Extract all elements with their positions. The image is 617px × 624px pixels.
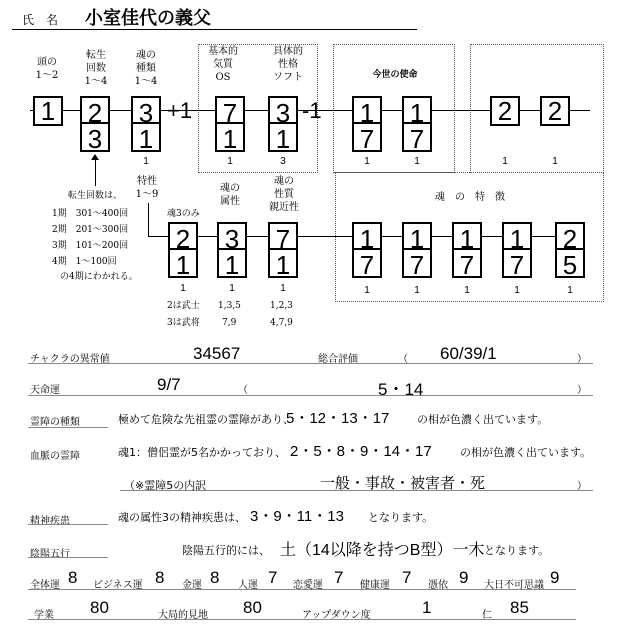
legend-affinity-1: 1,2,3 bbox=[270, 301, 293, 311]
top-num-extra-1: 1 bbox=[502, 156, 508, 167]
luck-value-money: 8 bbox=[210, 568, 220, 587]
yinyang-value: 土（14以降を持つB型）一木 bbox=[280, 542, 485, 559]
label-concrete-personality: 具体的 性格 ソフト bbox=[273, 46, 303, 83]
mid-num-affinity: 1 bbox=[280, 283, 286, 294]
luck-value-overall: 8 bbox=[68, 568, 78, 587]
chakra-underline bbox=[28, 363, 593, 364]
mental-text-2: となります。 bbox=[368, 511, 434, 524]
box-feature-4-bottom: 7 bbox=[509, 250, 525, 280]
box-affinity bbox=[268, 222, 298, 278]
luck-value-health: 7 bbox=[402, 568, 412, 587]
breakdown-close: ） bbox=[577, 481, 587, 492]
blood-text-2: の相が色濃く出ています。 bbox=[460, 446, 592, 459]
box-extra-1: 2 bbox=[490, 96, 520, 126]
fate-close: ） bbox=[577, 385, 587, 396]
luck-label-overall: 全体運 bbox=[30, 580, 60, 591]
box-reincarnation-bottom: 3 bbox=[87, 124, 103, 154]
box-feature-2-bottom: 7 bbox=[409, 250, 425, 280]
fate-value: 9/7 bbox=[157, 375, 181, 394]
box-feature-1-bottom: 7 bbox=[359, 250, 375, 280]
blood-label: 血脈の霊障 bbox=[30, 451, 80, 462]
luck-value-love: 7 bbox=[334, 568, 344, 587]
arrow-head-icon bbox=[91, 154, 99, 160]
spirit-type-underline bbox=[28, 427, 108, 428]
top-num-extra-2: 1 bbox=[552, 156, 558, 167]
overall-eval-label: 総合評価 bbox=[318, 354, 358, 365]
label-reincarnation: 転生 回数 1～4 bbox=[84, 50, 108, 87]
bottom-value-perspective: 80 bbox=[243, 598, 262, 617]
reincarnation-line-1: 1期 301～400回 bbox=[52, 209, 129, 219]
reincarnation-note: の4期にわかれる。 bbox=[60, 272, 138, 282]
yinyang-label: 陰陽五行 bbox=[30, 549, 70, 560]
yinyang-underline bbox=[28, 557, 108, 558]
mental-nums: 3・9・11・13 bbox=[250, 508, 344, 525]
person-name: 小室佳代の義父 bbox=[85, 8, 211, 29]
mid-num-feature-5: 1 bbox=[567, 285, 573, 296]
box-feature-4 bbox=[502, 222, 532, 278]
box-feature-1-top: 1 bbox=[354, 224, 380, 250]
reincarnation-line-4: 4期 1～100回 bbox=[52, 257, 117, 267]
luck-label-business: ビジネス運 bbox=[93, 580, 143, 591]
box-os-bottom: 1 bbox=[222, 124, 238, 154]
box-soul-type-top: 3 bbox=[133, 98, 159, 124]
reincarnation-line-2: 2期 201～300回 bbox=[52, 225, 129, 235]
box-feature-3-top: 1 bbox=[454, 224, 480, 250]
box-affinity-bottom: 1 bbox=[275, 250, 291, 280]
box-feature-2 bbox=[402, 222, 432, 278]
bottom-label-perspective: 大局的見地 bbox=[158, 610, 208, 621]
luck-label-health: 健康運 bbox=[360, 580, 390, 591]
box-feature-3-bottom: 7 bbox=[459, 250, 475, 280]
mid-num-trait: 1 bbox=[180, 283, 186, 294]
luck-value-business: 8 bbox=[155, 568, 165, 587]
top-num-mission-1: 1 bbox=[364, 156, 370, 167]
blood-nums: 2・5・8・9・14・17 bbox=[290, 443, 432, 460]
yinyang-text: 陰陽五行的には、 bbox=[182, 544, 270, 557]
overall-eval-value: 60/39/1 bbox=[440, 344, 497, 363]
box-trait-top: 2 bbox=[170, 224, 196, 250]
label-soul-features: 魂 の 特 徴 bbox=[435, 192, 505, 203]
luck-value-people: 7 bbox=[268, 568, 278, 587]
blood-text: 魂1：僧侶霊が5名かかっており、 bbox=[118, 446, 286, 459]
box-reincarnation-top: 2 bbox=[82, 98, 108, 124]
luck-underline bbox=[28, 589, 576, 590]
luck-value-mystery: 9 bbox=[550, 568, 560, 587]
legend-samurai: 2は武士 bbox=[167, 301, 200, 311]
box-feature-5-top: 2 bbox=[557, 224, 583, 250]
reincarnation-arrow-line bbox=[95, 158, 96, 186]
mental-text: 魂の属性3の精神疾患は、 bbox=[118, 511, 246, 524]
box-head: 1 bbox=[33, 96, 63, 126]
box-soul-type bbox=[131, 96, 161, 152]
fate-label: 天命運 bbox=[30, 385, 60, 396]
label-mission: 今世の使命 bbox=[372, 70, 418, 80]
box-affinity-top: 7 bbox=[270, 224, 296, 250]
legend-general: 3は武将 bbox=[167, 318, 200, 328]
mid-num-attribute: 1 bbox=[229, 283, 235, 294]
box-trait-bottom: 1 bbox=[175, 250, 191, 280]
box-feature-1 bbox=[352, 222, 382, 278]
bottom-label-virtue: 仁 bbox=[482, 610, 492, 621]
bottom-value-virtue: 85 bbox=[510, 598, 529, 617]
bottom-label-updown: アップダウン度 bbox=[302, 610, 371, 621]
luck-label-money: 金運 bbox=[182, 580, 202, 591]
label-soul-type: 魂の 種類 1～4 bbox=[134, 50, 158, 87]
chakra-label: チャクラの異常値 bbox=[30, 354, 110, 365]
luck-label-love: 恋愛運 bbox=[293, 580, 323, 591]
top-num-mission-2: 1 bbox=[414, 156, 420, 167]
plus-one: +1 bbox=[167, 98, 193, 123]
spirit-type-text: 極めて危険な先祖霊の霊障があり、 bbox=[118, 413, 294, 426]
mental-underline bbox=[28, 524, 108, 525]
box-feature-5-bottom: 5 bbox=[562, 250, 578, 280]
minus-one: -1 bbox=[302, 98, 322, 123]
luck-label-possession: 憑依 bbox=[428, 580, 448, 591]
box-attribute-top: 3 bbox=[219, 224, 245, 250]
box-software bbox=[268, 96, 298, 152]
legend-attr-1: 1,3,5 bbox=[218, 301, 241, 311]
label-soul3-only: 魂3のみ bbox=[167, 209, 200, 219]
luck-label-mystery: 大日不可思議 bbox=[484, 580, 544, 591]
yinyang-text-2: となります。 bbox=[484, 544, 550, 557]
top-num-os: 1 bbox=[227, 156, 233, 167]
bottom-label-study: 学業 bbox=[34, 610, 54, 621]
box-extra-2: 2 bbox=[540, 96, 570, 126]
trait-connector-vertical bbox=[148, 203, 149, 236]
box-feature-2-top: 1 bbox=[404, 224, 430, 250]
top-num-soul-type: 1 bbox=[143, 156, 149, 167]
reincarnation-line-3: 3期 101～200回 bbox=[52, 241, 129, 251]
mid-num-feature-4: 1 bbox=[514, 285, 520, 296]
overall-eval-open: （ bbox=[398, 354, 408, 365]
bottom-value-updown: 1 bbox=[422, 598, 432, 617]
mid-num-feature-1: 1 bbox=[364, 285, 370, 296]
label-head: 頭の 1～2 bbox=[35, 57, 59, 81]
breakdown-value: 一般・事故・被害者・死 bbox=[320, 475, 486, 492]
bottom-underline bbox=[28, 619, 576, 620]
box-mission-1 bbox=[352, 96, 382, 152]
mid-num-feature-2: 1 bbox=[414, 285, 420, 296]
box-mission-1-bottom: 7 bbox=[359, 124, 375, 154]
top-num-software: 3 bbox=[280, 156, 286, 167]
header-underline bbox=[12, 29, 417, 30]
bottom-value-study: 80 bbox=[90, 598, 109, 617]
box-mission-2-bottom: 7 bbox=[409, 124, 425, 154]
luck-label-people: 人運 bbox=[238, 580, 258, 591]
box-feature-4-top: 1 bbox=[504, 224, 530, 250]
name-label: 氏 名 bbox=[22, 13, 59, 27]
breakdown-underline bbox=[120, 490, 593, 491]
label-soul-affinity: 魂の 性質 親近性 bbox=[269, 176, 299, 213]
box-reincarnation bbox=[80, 96, 110, 152]
box-os-top: 7 bbox=[217, 98, 243, 124]
box-attribute-bottom: 1 bbox=[224, 250, 240, 280]
box-soul-type-bottom: 1 bbox=[138, 124, 154, 154]
spirit-type-nums: 5・12・13・17 bbox=[286, 410, 390, 427]
box-os bbox=[215, 96, 245, 152]
box-attribute bbox=[217, 222, 247, 278]
box-software-bottom: 1 bbox=[275, 124, 291, 154]
overall-eval-close: ） bbox=[577, 354, 587, 365]
reincarnation-title: 転生回数は、 bbox=[68, 191, 123, 201]
spirit-type-label: 霊障の種類 bbox=[30, 417, 80, 428]
fate-underline bbox=[28, 395, 593, 396]
box-trait bbox=[168, 222, 198, 278]
mental-label: 精神疾患 bbox=[30, 516, 70, 527]
box-mission-2-top: 1 bbox=[404, 98, 430, 124]
spirit-type-text-2: の相が色濃く出ています。 bbox=[417, 413, 549, 426]
box-feature-5 bbox=[555, 222, 585, 278]
fate-detail: 5・14 bbox=[378, 380, 424, 399]
fate-open: （ bbox=[238, 385, 248, 396]
box-software-top: 3 bbox=[270, 98, 296, 124]
legend-affinity-2: 4,7,9 bbox=[270, 318, 293, 328]
legend-attr-2: 7,9 bbox=[222, 318, 237, 328]
label-soul-attribute: 魂の 属性 bbox=[220, 183, 240, 207]
breakdown-label: （※霊障5の内訳 bbox=[124, 479, 207, 492]
label-trait: 特性 1～9 bbox=[135, 176, 159, 200]
chakra-value: 34567 bbox=[193, 344, 241, 363]
box-mission-2 bbox=[402, 96, 432, 152]
mid-num-feature-3: 1 bbox=[464, 285, 470, 296]
luck-value-possession: 9 bbox=[459, 568, 469, 587]
box-mission-1-top: 1 bbox=[354, 98, 380, 124]
label-basic-temperament: 基本的 気質 OS bbox=[208, 46, 238, 83]
box-feature-3 bbox=[452, 222, 482, 278]
